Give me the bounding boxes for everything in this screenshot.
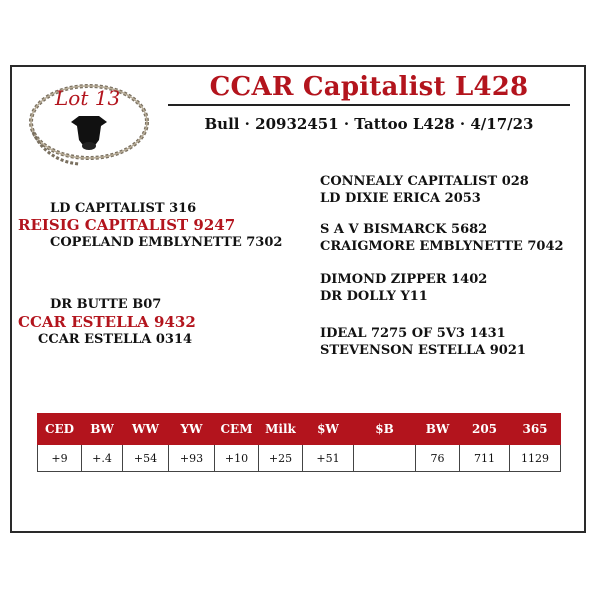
gen3-ancestor: CRAIGMORE EMBLYNETTE 7042 bbox=[320, 239, 564, 254]
gen3-ancestor: CONNEALY CAPITALIST 028 bbox=[320, 174, 529, 189]
gen3-ancestor: DIMOND ZIPPER 1402 bbox=[320, 272, 488, 287]
bull-head-icon bbox=[71, 116, 107, 150]
epd-value-cell: 711 bbox=[460, 445, 510, 472]
epd-value-cell: +9 bbox=[38, 445, 82, 472]
epd-header-row bbox=[38, 414, 561, 445]
gen3-ancestor: STEVENSON ESTELLA 9021 bbox=[320, 343, 526, 358]
epd-header-cell: WW bbox=[123, 414, 169, 445]
sire-dam: COPELAND EMBLYNETTE 7302 bbox=[50, 235, 283, 250]
epd-header-cell: $B bbox=[354, 414, 416, 445]
epd-header-cell: Milk bbox=[259, 414, 303, 445]
epd-value-cell: +10 bbox=[215, 445, 259, 472]
epd-value-cell: +51 bbox=[303, 445, 354, 472]
epd-value-cell: +54 bbox=[123, 445, 169, 472]
epd-value-cell bbox=[354, 445, 416, 472]
epd-header-cell: BW bbox=[82, 414, 123, 445]
epd-header-cell: CEM bbox=[215, 414, 259, 445]
epd-header-cell: 205 bbox=[460, 414, 510, 445]
lot-label: Lot 13 bbox=[55, 86, 121, 110]
sire-sire: LD CAPITALIST 316 bbox=[50, 201, 197, 216]
dam-dam: CCAR ESTELLA 0314 bbox=[38, 332, 193, 347]
dam: CCAR ESTELLA 9432 bbox=[18, 313, 196, 331]
sire: REISIG CAPITALIST 9247 bbox=[18, 216, 236, 234]
epd-value-cell: 76 bbox=[416, 445, 460, 472]
animal-details: Bull · 20932451 · Tattoo L428 · 4/17/23 bbox=[204, 115, 534, 133]
dam-sire: DR BUTTE B07 bbox=[50, 297, 162, 312]
epd-value-row bbox=[38, 445, 561, 472]
gen3-ancestor: IDEAL 7275 OF 5V3 1431 bbox=[320, 326, 506, 341]
epd-table bbox=[37, 413, 561, 472]
animal-name: CCAR Capitalist L428 bbox=[209, 72, 529, 102]
gen3-ancestor: S A V BISMARCK 5682 bbox=[320, 222, 488, 237]
epd-value-cell: +25 bbox=[259, 445, 303, 472]
lot-badge bbox=[27, 80, 151, 168]
gen3-ancestor: DR DOLLY Y11 bbox=[320, 289, 428, 304]
epd-header-cell: BW bbox=[416, 414, 460, 445]
epd-header-cell: YW bbox=[169, 414, 215, 445]
title-divider bbox=[168, 104, 570, 106]
epd-value-cell: +93 bbox=[169, 445, 215, 472]
epd-header-cell: 365 bbox=[510, 414, 561, 445]
epd-value-cell: 1129 bbox=[510, 445, 561, 472]
epd-value-cell: +.4 bbox=[82, 445, 123, 472]
gen3-ancestor: LD DIXIE ERICA 2053 bbox=[320, 191, 481, 206]
epd-header-cell: CED bbox=[38, 414, 82, 445]
epd-header-cell: $W bbox=[303, 414, 354, 445]
